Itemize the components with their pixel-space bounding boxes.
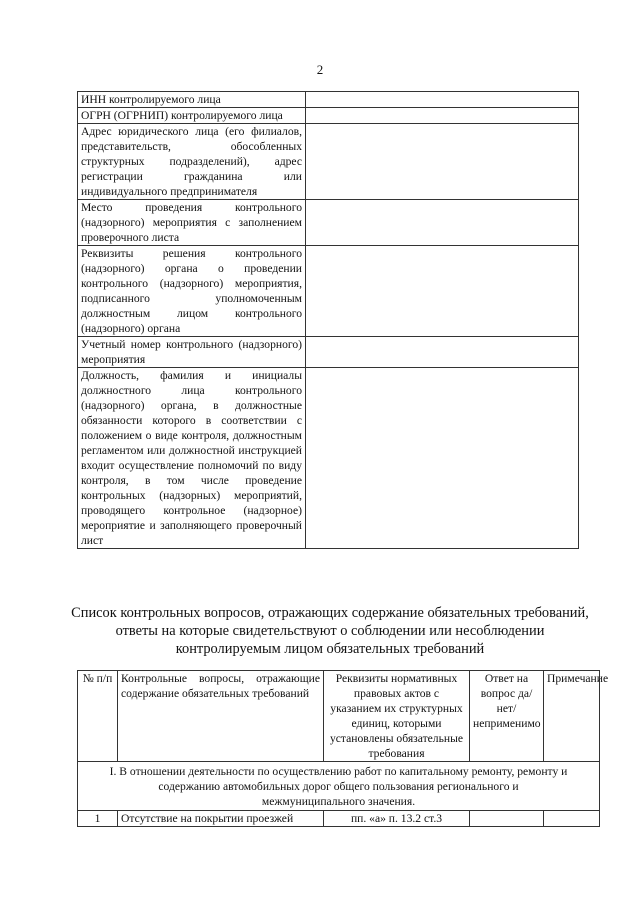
inspection-info-table <box>77 91 579 549</box>
group-title: I. В отношении деятельности по осуществлению работ по капитальному ремонту, ремонту и содержанию автомобильных дорог общего пользования регионального и межмуниципального значения. <box>78 762 600 811</box>
question-num: 1 <box>78 811 118 827</box>
info-value-field[interactable] <box>306 108 579 124</box>
info-row <box>78 368 579 549</box>
info-label: ОГРН (ОГРНИП) контролируемого лица <box>78 108 306 124</box>
info-value-field[interactable] <box>306 337 579 368</box>
question-text: Отсутствие на покрытии проезжей <box>118 811 324 827</box>
questions-group-row <box>78 762 600 811</box>
info-value-field[interactable] <box>306 368 579 549</box>
header-answer: Ответ на вопрос да/нет/неприменимо <box>470 671 544 762</box>
header-requisites: Реквизиты нормативных правовых актов с указанием их структурных единиц, которыми установлены обязательные требования <box>324 671 470 762</box>
info-row <box>78 108 579 124</box>
info-label: ИНН контролируемого лица <box>78 92 306 108</box>
info-label: Место проведения контрольного (надзорного) мероприятия с заполнением проверочного листа <box>78 200 306 246</box>
info-row <box>78 246 579 337</box>
header-question: Контрольные вопросы, отражающие содержание обязательных требований <box>118 671 324 762</box>
info-row <box>78 124 579 200</box>
question-note-field[interactable] <box>544 811 600 827</box>
info-label: Адрес юридического лица (его филиалов, представительств, обособленных структурных подразделений), адрес регистрации гражданина или индивидуального предпринимателя <box>78 124 306 200</box>
question-answer-field[interactable] <box>470 811 544 827</box>
info-label: Учетный номер контрольного (надзорного) мероприятия <box>78 337 306 368</box>
question-row <box>78 811 600 827</box>
control-questions-table <box>77 670 609 827</box>
questions-header-row <box>78 671 600 762</box>
info-value-field[interactable] <box>306 124 579 200</box>
info-row <box>78 92 579 108</box>
info-value-field[interactable] <box>306 200 579 246</box>
info-value-field[interactable] <box>306 246 579 337</box>
info-label: Должность, фамилия и инициалы должностного лица контрольного (надзорного) органа, в должностные обязанности которого в соответствии с положением о виде контроля, должностным регламентом или должностной инструкцией входит осуществление полномочий по виду контроля, в том числе проведение контрольных (надзорных) мероприятий, проводящего контрольное (надзорное) мероприятие и заполняющего проверочный лист <box>78 368 306 549</box>
header-note: Примечание <box>544 671 600 762</box>
info-label: Реквизиты решения контрольного (надзорного) органа о проведении контрольного (надзорного) мероприятия, подписанного уполномоченным должностным лицом контрольного (надзорного) органа <box>78 246 306 337</box>
header-num: № п/п <box>78 671 118 762</box>
info-row <box>78 200 579 246</box>
info-row <box>78 337 579 368</box>
question-requisites: пп. «а» п. 13.2 ст.3 <box>324 811 470 827</box>
info-value-field[interactable] <box>306 92 579 108</box>
page-number: 2 <box>316 62 324 77</box>
section-title: Список контрольных вопросов, отражающих содержание обязательных требований, ответы на которые свидетельствуют о соблюдении или несоблюдении контролируемым лицом обязательных требований <box>71 605 589 657</box>
